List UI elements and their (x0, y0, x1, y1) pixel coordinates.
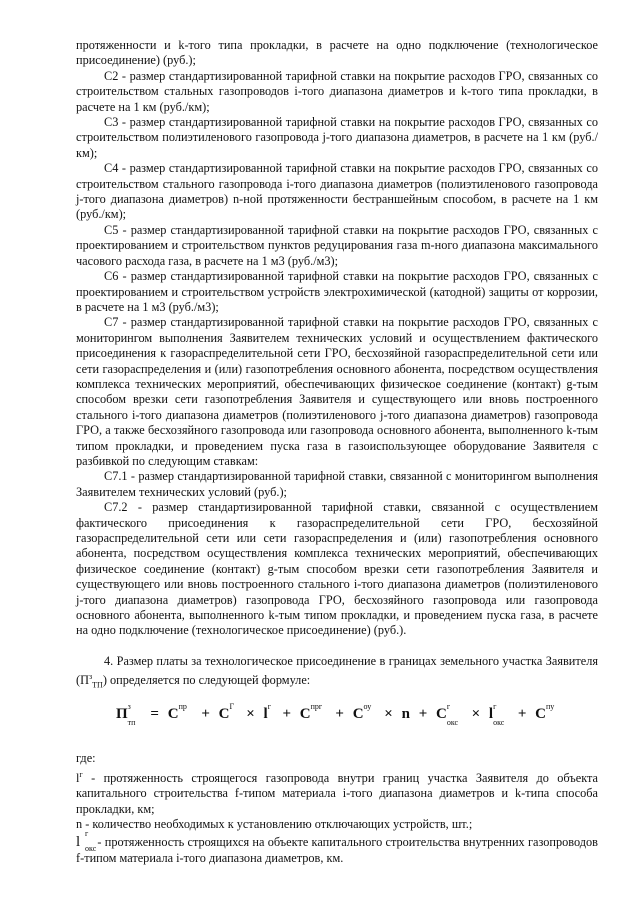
formula-l-oks: l г окс (488, 702, 505, 728)
formula-plus-2: + (282, 706, 292, 723)
paragraph-c6: С6 - размер стандартизированной тарифной ставки на покрытие расходов ГРО, связанных с проектированием и строительством устройств электрохимической (катодной) защиты от коррозии, в расчете на 1 м3 (руб./м3); (76, 269, 598, 314)
document-page (76, 38, 598, 866)
formula-plus-3: + (335, 706, 344, 723)
where-label: где: (76, 751, 96, 766)
paragraph-c3: С3 - размер стандартизированной тарифной ставки на покрытие расходов ГРО, связанных со строительством полиэтиленового газопровода j-того диапазона диаметров, в расчете на 1 км (руб./км); (76, 115, 598, 160)
formula-n: n (401, 706, 410, 723)
def1-sup: г (79, 769, 83, 779)
item4-sub: ТП (92, 680, 103, 690)
paragraph-c7-2: С7.2 - размер стандартизированной тарифной ставки, связанной с осуществлением фактического присоединения к газораспределительной сети ГРО, бесхозяйной газораспределительной сети или сети газораспределения и (или) газопотребления основного абонента, посредством осуществления комплекса технических мероприятий, обеспечивающих физическое соединение (контакт) g-тым способом врезки сети газопотребления Заявителя и существующего или вновь построенного стального i-того диапазона диаметров (полиэтиленового j-того диапазона диаметров) газопровода ГРО, бесхозяйного газопровода или газопровода основного абонента, выполненного k-тым типом прокладки, и проведением пуска газа, в расчете на одно подключение (технологическое присоединение) (руб.). (76, 500, 598, 638)
formula-l-g: l г (263, 702, 271, 723)
formula (116, 702, 598, 745)
paragraph-c7-1: С7.1 - размер стандартизированной тарифной ставки, связанной с мониторингом выполнения Заявителем технических условий (руб.); (76, 469, 598, 499)
spacer (76, 639, 598, 654)
formula-times-2: × (384, 706, 393, 723)
item4-text-before: 4. Размер платы за технологическое присоединение в границах земельного участка Заявителя (П (76, 653, 598, 688)
formula-c-g: C Г (218, 702, 235, 723)
item4-sup: з (88, 672, 93, 682)
definition-n: n - количество необходимых к установлению отключающих устройств, шт.; (76, 816, 473, 831)
formula-plus-4: + (418, 706, 428, 723)
paragraph-c2: С2 - размер стандартизированной тарифной ставки на покрытие расходов ГРО, связанных со строительством стальных газопроводов i-того диапазона диаметров и k-того типа прокладки, в расчете на 1 км (руб./км); (76, 68, 598, 114)
item4-text-after: ) определяется по следующей формуле: (102, 673, 311, 688)
formula-c-ou: C оу (352, 702, 372, 723)
def3-text: - протяженность строящихся на объекте капитального строительства внутренних газопроводов f-типом материала i-того диапазона диаметров, км. (76, 835, 598, 865)
paragraph-c1-end: протяженности и k-того типа прокладки, в расчете на одно подключение (технологическое присоединение) (руб.); (76, 38, 598, 68)
formula-plus-5: + (517, 706, 527, 723)
formula-c-oks: C г окс (436, 702, 459, 728)
paragraph-c4: С4 - размер стандартизированной тарифной ставки на покрытие расходов ГРО, связанных со строительством стального газопровода i-того диапазона диаметров (полиэтиленового газопровода j-того диапазона диаметров) n-ной протяженности бестраншейным способом, в расчете на 1 км (руб./км); (76, 161, 598, 222)
formula-equals: = (150, 706, 159, 723)
formula-c-pu: C пу (535, 702, 555, 723)
formula-times-3: × (471, 706, 481, 723)
formula-plus-1: + (201, 706, 210, 723)
paragraph-c7: С7 - размер стандартизированной тарифной ставки на покрытие расходов ГРО, связанных с мониторингом выполнения Заявителем технических условий и осуществлением фактического присоединения к газораспределительной сети ГРО, бесхозяйной газораспределительной сети или сети газораспределения и (или) газопотребления основного абонента, посредством осуществления комплекса технических мероприятий, обеспечивающих физическое соединение (контакт) g-тым способом врезки сети газопотребления Заявителя и существующего или вновь построенного стального i-того диапазона диаметров (полиэтиленового j-того диапазона диаметров) газопровода ГРО, а также бесхозяйного газопровода или газопровода основного абонента, выполненного k-тым типом прокладки, и проведением пуска газа в газоиспользующее оборудование Заявителя с разбивкой по следующим ставкам: (76, 315, 598, 468)
formula-c-prg: C прг (299, 702, 323, 723)
formula-lhs: П з тп (116, 702, 136, 728)
def1-text: - протяженность строящегося газопровода внутри границ участка Заявителя до объекта капитального строительства f-типом материала i-того диапазона диаметров и k-типа способа прокладки, км; (76, 770, 598, 816)
paragraph-c5: С5 - размер стандартизированной тарифной ставки на покрытие расходов ГРО, связанных с проектированием и строительством пунктов редуцирования газа m-ного диапазона максимального часового расхода газа, в расчете на 1 м3 (руб./м3); (76, 222, 598, 268)
definition-l-g (76, 767, 598, 817)
paragraph-item-4 (76, 654, 598, 693)
definition-l-oks (76, 829, 598, 866)
formula-times-1: × (246, 706, 255, 723)
def3-symbol: l г окс (76, 829, 97, 854)
def1-symbol: l (76, 770, 80, 785)
formula-c-pr: C пр (167, 702, 187, 723)
